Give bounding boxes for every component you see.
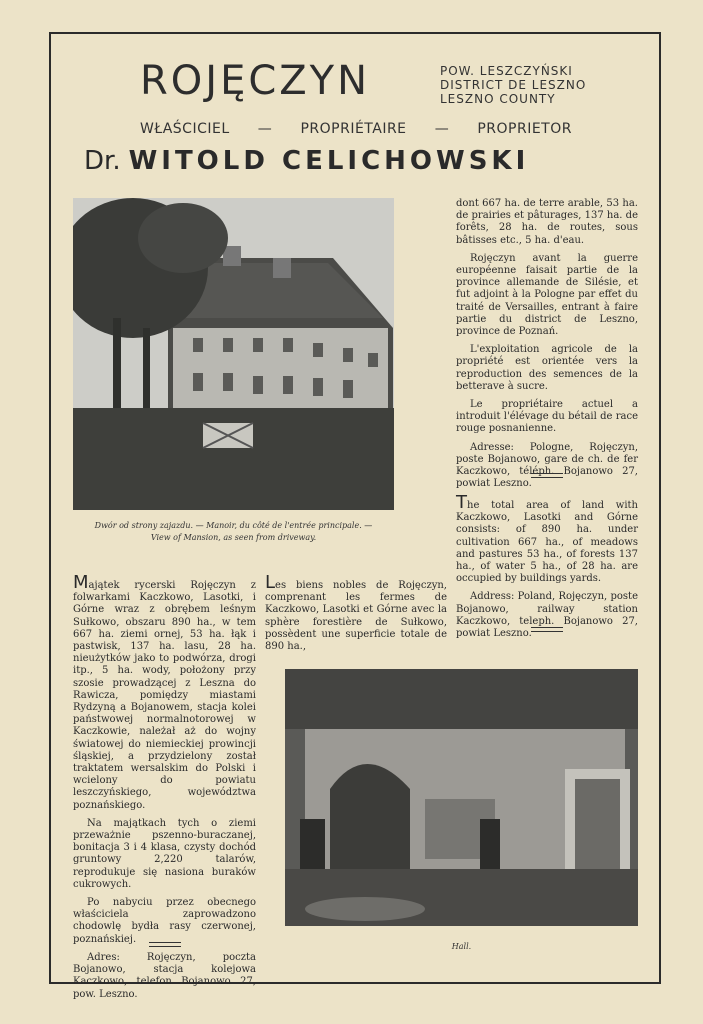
paragraph bbox=[265, 572, 447, 653]
manor-illustration bbox=[73, 198, 394, 510]
drop-initial: T bbox=[456, 492, 467, 513]
owner-label-pl: WŁAŚCICIEL bbox=[140, 121, 230, 137]
divider bbox=[149, 942, 181, 947]
manor-caption-line: Dwór od strony zajazdu. — Manoir, du côté de l'entrée principale. — bbox=[94, 521, 373, 530]
paragraph-text: he total area of land with Kaczkowo, Lasotki and Górne consists: of 890 ha. under cultivation 667 ha., of meadows and pastures 53 ha., of forests 137 ha., of water 5 ha., of 28 ha. are occupied by buildings yards. bbox=[456, 500, 638, 585]
paragraph bbox=[73, 572, 256, 812]
hall-illustration bbox=[285, 669, 638, 926]
drop-initial: L bbox=[265, 572, 276, 593]
divider bbox=[531, 473, 563, 478]
owner-name bbox=[84, 146, 529, 176]
paragraph: Na majątkach tych o ziemi przeważnie pszenno-buraczanej, bonitacja 3 i 4 klasa, czysty dochód gruntowy 2,220 talarów, reprodukuje się nasiona buraków cukrowych. bbox=[73, 817, 256, 890]
owner-label-dash: — bbox=[434, 121, 450, 137]
owner-label-fr: PROPRIÉTAIRE bbox=[300, 121, 407, 137]
paragraph: Po nabyciu przez obecnego właściciela zaprowadzono chodowlę bydła rasy czerwonej, poznańskiej. bbox=[73, 897, 256, 945]
french-text-bottom bbox=[265, 572, 447, 659]
hall-photo bbox=[285, 669, 638, 926]
owner-fullname: WITOLD CELICHOWSKI bbox=[128, 146, 530, 176]
owner-prefix: Dr. bbox=[84, 146, 121, 176]
owner-labels bbox=[140, 121, 572, 137]
district-line: POW. LESZCZYŃSKI bbox=[440, 64, 573, 78]
page-title: ROJĘCZYN bbox=[140, 58, 371, 104]
paragraph: Address: Poland, Rojęczyn, poste Bojanowo, railway station Kaczkowo, teleph. Bojanowo 27, powiat Leszno. bbox=[456, 591, 638, 640]
hall-caption: Hall. bbox=[451, 942, 472, 951]
district-line: LESZNO COUNTY bbox=[440, 92, 556, 106]
drop-initial: M bbox=[73, 572, 89, 593]
paragraph: Le propriétaire actuel a introduit l'élévage du bétail de race rouge posnanienne. bbox=[456, 399, 638, 435]
french-text-top bbox=[456, 198, 638, 496]
manor-photo bbox=[73, 198, 394, 510]
district-line: DISTRICT DE LESZNO bbox=[440, 78, 587, 92]
district-block bbox=[440, 64, 586, 106]
english-text bbox=[456, 492, 638, 646]
paragraph: L'exploitation agricole de la propriété est orientée vers la reproduction des semences de la betterave à sucre. bbox=[456, 344, 638, 392]
manor-caption-line: View of Mansion, as seen from driveway. bbox=[150, 533, 317, 542]
paragraph: Adres: Rojęczyn, poczta Bojanowo, stacja kolejowa Kaczkowo, telefon Bojanowo 27, pow. Leszno. bbox=[73, 951, 256, 1000]
paragraph: dont 667 ha. de terre arable, 53 ha. de prairies et pâturages, 137 ha. de forêts, 28 ha. de routes, sous bâtisses etc., 5 ha. d'eau. bbox=[456, 198, 638, 246]
paragraph-text: es biens nobles de Rojęczyn, comprenant les fermes de Kaczkowo, Lasotki et Górne avec la sphère forestière de Sułkowo, possèdent une superficie totale de 890 ha., bbox=[265, 580, 447, 653]
paragraph: Rojęczyn avant la guerre européenne faisait partie de la province allemande de Silésie, et fut adjoint à la Pologne par effet du traité de Versailles, entrant à faire partie du district de Leszno, province de Poznań. bbox=[456, 252, 638, 338]
manor-caption bbox=[73, 520, 394, 544]
paragraph: Adresse: Pologne, Rojęczyn, poste Bojanowo, gare de ch. de fer Kaczkowo, téléph. Bojanowo 27, powiat Leszno. bbox=[456, 441, 638, 490]
paragraph bbox=[456, 492, 638, 585]
paragraph-text: ajątek rycerski Rojęczyn z folwarkami Kaczkowo, Lasotki, i Górne wraz z obrębem leśnym Sułkowo, obszaru 890 ha., w tem 667 ha. ziemi ornej, 53 ha. łąk i pastwisk, 137 ha. lasu, 28 ha. nieużytków jako to podwórza, drogi itp., 5 ha. wody, położony przy szosie prowadzącej z Leszna do Rawicza, pomiędzy miastami Rydzyną a Bojanowem, stacja kolei państwowej normalnotorowej w Kaczkowie, należał aż do wojny światowej do niemieckiej prowincji śląskiej, a przydzielony został traktatem wersalskim do Polski i wcielony do powiatu leszczyńskiego, województwa poznańskiego. bbox=[73, 580, 256, 811]
owner-label-en: PROPRIETOR bbox=[477, 121, 572, 137]
divider bbox=[531, 627, 563, 632]
owner-label-dash: — bbox=[257, 121, 273, 137]
